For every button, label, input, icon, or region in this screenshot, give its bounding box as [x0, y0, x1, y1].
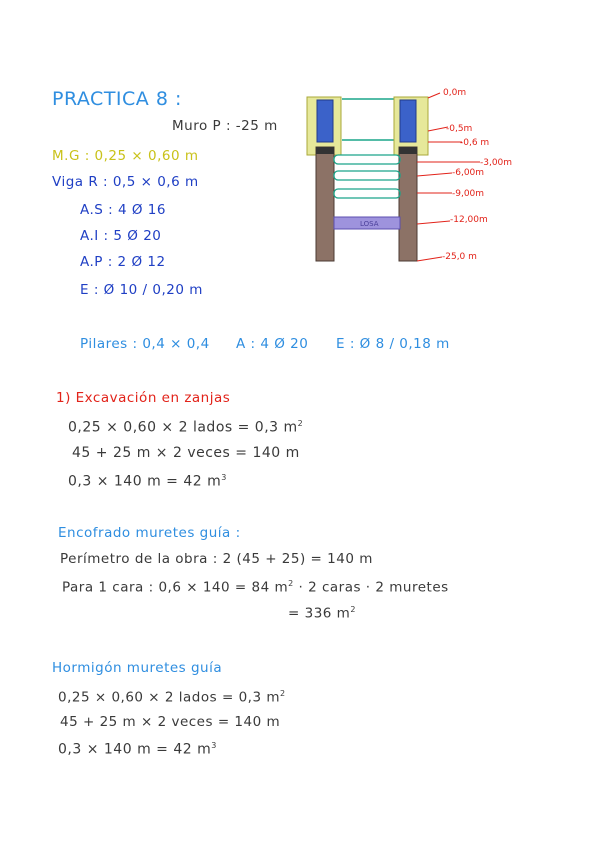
level-6: -12,00m — [450, 215, 488, 225]
level-1: -0,5m — [446, 124, 473, 134]
pilares-estribos: E : Ø 8 / 0,18 m — [336, 336, 450, 352]
spec-e: E : Ø 10 / 0,20 m — [80, 282, 203, 298]
wall-cap-left — [316, 147, 334, 154]
spec-ap: A.P : 2 Ø 12 — [80, 254, 166, 270]
wall-cap-right — [399, 147, 417, 154]
beam-right — [400, 100, 416, 142]
section2-line-3: = 336 $m^2$ — [288, 605, 356, 622]
level-4: -6,00m — [452, 168, 485, 178]
section3-line-2: 45 + 25 m × 2 veces = 140 m — [60, 714, 281, 730]
section3-heading: Hormigón muretes guía — [52, 660, 223, 676]
section2-line-2: Para 1 cara : 0,6 × 140 = 84 $m^2 \cdot 2$ caras · 2 muretes — [62, 579, 449, 596]
section2-line-1: Perímetro de la obra : 2 (45 + 25) = 140 m — [60, 551, 373, 567]
diaphragm-wall-right — [399, 147, 417, 261]
section3-line-3: 0,3 × 140 m = 42 $m^3$ — [58, 741, 217, 758]
level-0: 0,0m — [443, 88, 467, 98]
spec-as: A.S : 4 Ø 16 — [80, 202, 166, 218]
spec-ai: A.I : 5 Ø 20 — [80, 228, 162, 244]
section3-line-1: 0,25 × 0,60 × 2 lados = 0,3 $m^2$ — [58, 689, 286, 706]
strut-2 — [334, 171, 400, 180]
section2-heading: Encofrado muretes guía : — [58, 525, 241, 541]
section1-line-3: 0,3 × 140 m = 42 $m^3$ — [68, 473, 227, 490]
beam-left — [317, 100, 333, 142]
section1-heading: 1) Excavación en zanjas — [56, 390, 231, 406]
spec-viga: Viga R : 0,5 × 0,6 m — [52, 174, 199, 190]
section1-line-2: 45 + 25 m × 2 veces = 140 m — [72, 445, 300, 461]
page-title: PRACTICA 8 : — [52, 88, 182, 110]
losa-label: LOSA — [360, 220, 379, 228]
pilares-size: Pilares : 0,4 × 0,4 — [80, 336, 210, 352]
muro-depth: Muro P : -25 m — [172, 118, 278, 134]
section1-line-1: 0,25 × 0,60 × 2 lados = 0,3 $m^2$ — [68, 419, 304, 436]
spec-mg: M.G : 0,25 × 0,60 m — [52, 148, 199, 164]
level-5: -9,00m — [452, 189, 485, 199]
level-2: -0,6 m — [460, 138, 490, 148]
strut-3 — [334, 189, 400, 198]
pilares-armado: A : 4 Ø 20 — [236, 336, 309, 352]
section-diagram — [300, 85, 513, 270]
level-7: -25,0 m — [442, 252, 477, 262]
strut-1 — [334, 155, 400, 164]
level-3: -3,00m — [480, 158, 513, 168]
diaphragm-wall-left — [316, 147, 334, 261]
